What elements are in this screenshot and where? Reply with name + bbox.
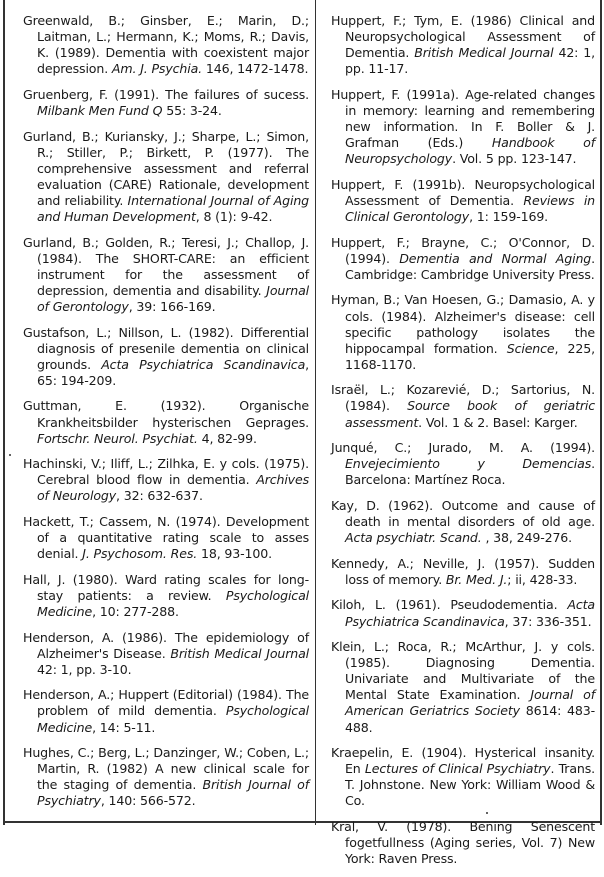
reference-entry: Klein, L.; Roca, R.; McArthur, J. y cols. (1985). Diagnosing Dementia. Univariate and Multivariate of the Mental State Examination. Journal of American Geriatrics Society 8614: 483-488. <box>331 639 596 735</box>
reference-entry: Huppert, F.; Brayne, C.; O'Connor, D. (1994). Dementia and Normal Aging. Cambridge: Cambridge University Press. <box>331 234 595 282</box>
reference-entry: Kennedy, A.; Neville, J. (1957). Sudden loss of memory. Br. Med. J.; ii, 428-33. <box>331 555 595 587</box>
reference-entry: Henderson, A. (1986). The epidemiology of Alzheimer's Disease. British Medical Journal 42: 1, pp. 3-10. <box>23 629 309 677</box>
references-left-column <box>23 13 309 819</box>
reference-entry: Hackett, T.; Cassem, N. (1974). Development of a quantitative rating scale to asses denial. J. Psychosom. Res. 18, 93-100. <box>23 514 309 562</box>
references-right-column <box>331 13 595 877</box>
reference-entry: Israël, L.; Kozarevié, D.; Sartorius, N. (1984). Source book of geriatric assessment. Vol. 1 & 2. Basel: Karger. <box>331 382 596 430</box>
page-border-left <box>3 0 5 825</box>
column-divider <box>315 0 316 825</box>
scan-speck <box>9 454 11 456</box>
page-border-right <box>600 0 602 825</box>
reference-entry: Henderson, A.; Huppert (Editorial) (1984). The problem of mild dementia. Psychological Medicine, 14: 5-11. <box>23 687 309 735</box>
reference-entry: Kraepelin, E. (1904). Hysterical insanity. En Lectures of Clinical Psychiatry. Trans. T. Johnstone. New York: William Wood & Co. <box>331 745 595 809</box>
reference-entry: Hachinski, V.; Iliff, L.; Zilhka, E. y cols. (1975). Cerebral blood flow in dementia. Archives of Neurology, 32: 632-637. <box>23 456 309 504</box>
reference-entry: Gruenberg, F. (1991). The failures of sucess. Milbank Men Fund Q 55: 3-24. <box>23 86 309 118</box>
reference-entry: Huppert, F.; Tym, E. (1986) Clinical and Neuropsychological Assessment of Dementia. British Medical Journal 42: 1, pp. 11-17. <box>331 13 595 77</box>
reference-entry: Huppert, F. (1991a). Age-related changes in memory: learning and remembering new information. In F. Boller & J. Grafman (Eds.) Handbook of Neuropsychology. Vol. 5 pp. 123-147. <box>331 86 595 167</box>
reference-entry: Gurland, B.; Golden, R.; Teresi, J.; Challop, J. (1984). The SHORT-CARE: an efficient instrument for the assessment of depression, dementia and disability. Journal of Gerontology, 39: 166-169. <box>23 234 309 314</box>
reference-entry: Greenwald, B.; Ginsber, E.; Marin, D.; Laitman, L.; Hermann, K.; Moms, R.; Davis, K. (1989). Dementia with coexistent major depression. Am. J. Psychia. 146, 1472-1478. <box>23 13 309 77</box>
reference-entry: Kiloh, L. (1961). Pseudodementia. Acta Psychiatrica Scandinavica, 37: 336-351. <box>331 597 595 629</box>
reference-entry: Guttman, E. (1932). Organische Krankheitsbilder hysterischen Geprages. Fortschr. Neurol. Psychiat. 4, 82-99. <box>23 398 309 446</box>
reference-entry: Junqué, C.; Jurado, M. A. (1994). Envejecimiento y Demencias. Barcelona: Martínez Roca. <box>331 440 595 488</box>
reference-entry: Huppert, F. (1991b). Neuropsychological Assessment of Dementia. Reviews in Clinical Gerontology, 1: 159-169. <box>331 176 595 225</box>
reference-entry: Kral, V. (1978). Bening Senescent fogetfullness (Aging series, Vol. 7) New York: Raven Press. <box>331 819 595 867</box>
reference-entry: Gustafson, L.; Nillson, L. (1982). Differential diagnosis of presenile dementia on clinical grounds. Acta Psychiatrica Scandinavica, 65: 194-209. <box>23 324 309 388</box>
reference-entry: Hall, J. (1980). Ward rating scales for long-stay patients: a review. Psychological Medicine, 10: 277-288. <box>23 571 309 619</box>
reference-entry: Hyman, B.; Van Hoesen, G.; Damasio, A. y cols. (1984). Alzheimer's disease: cell specific pathology isolates the hippocampal formation. Science, 225, 1168-1170. <box>331 292 595 372</box>
reference-entry: Gurland, B.; Kuriansky, J.; Sharpe, L.; Simon, R.; Stiller, P.; Birkett, P. (1977). The comprehensive assessment and referral evaluation (CARE) Rationale, development and reliability. International Journal of Aging and Human Development, 8 (1): 9-42. <box>23 128 309 225</box>
reference-entry: Hughes, C.; Berg, L.; Danzinger, W.; Coben, L.; Martin, R. (1982) A new clinical scale for the staging of dementia. British Journal of Psychiatry, 140: 566-572. <box>23 745 309 809</box>
reference-entry: Kay, D. (1962). Outcome and cause of death in mental disorders of old age. Acta psychiatr. Scand. , 38, 249-276. <box>331 497 595 546</box>
